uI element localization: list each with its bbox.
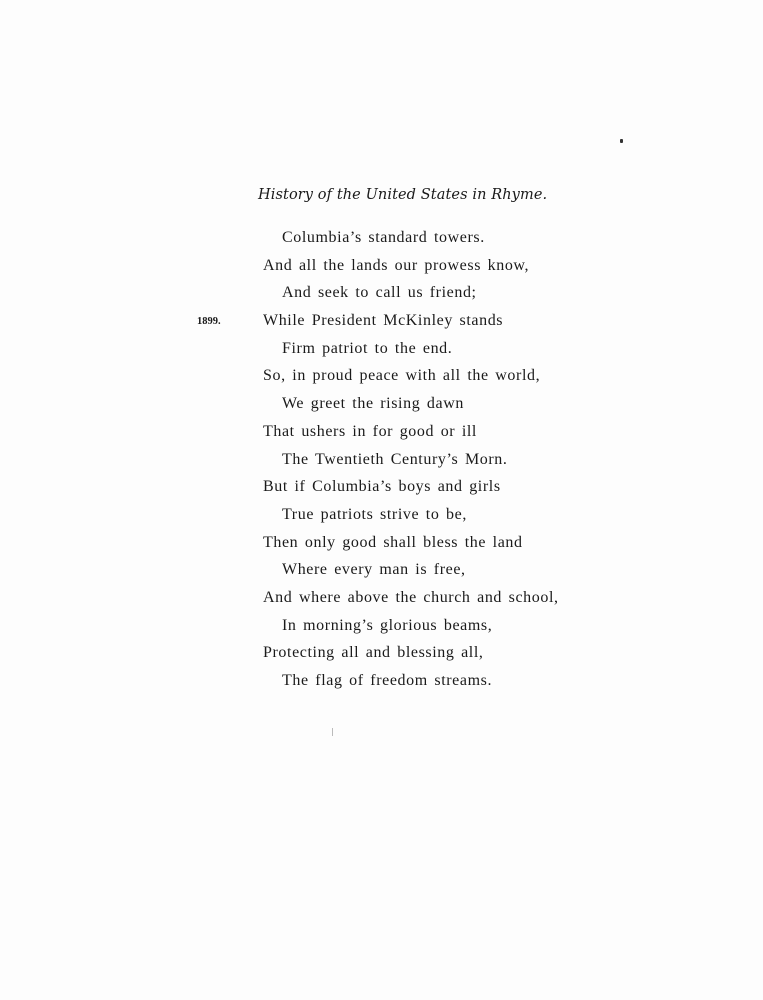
poem-line: So, in proud peace with all the world,: [263, 367, 541, 385]
poem-line: Protecting all and blessing all,: [263, 644, 484, 662]
poem-line: And seek to call us friend;: [282, 284, 477, 302]
poem-line: Where every man is free,: [282, 561, 466, 579]
poem-line: In morning’s glorious beams,: [282, 616, 493, 634]
poem-line: We greet the rising dawn: [282, 395, 464, 413]
ink-speck: [620, 139, 623, 143]
poem-line: The flag of freedom streams.: [282, 672, 493, 689]
poem-line: But if Columbia’s boys and girls: [263, 478, 501, 496]
poem-line-with-margin-note: [197, 307, 663, 335]
poem-line: That ushers in for good or ill: [263, 422, 477, 440]
margin-date: 1899.: [197, 316, 221, 328]
running-header: History of the United States in Rhyme.: [258, 187, 548, 203]
poem-line: Columbia’s standard towers.: [282, 229, 485, 246]
poem-line: True patriots strive to be,: [282, 505, 467, 523]
poem-line: Then only good shall bless the land: [263, 533, 523, 551]
poem-line-text: While President McKinley stands: [263, 312, 504, 330]
poem-line: The Twentieth Century’s Morn.: [282, 450, 508, 468]
poem-line: Firm patriot to the end.: [282, 339, 453, 357]
poem-text: [197, 224, 663, 695]
paper-mark: [332, 728, 333, 736]
poem-line: And all the lands our prowess know,: [263, 256, 530, 274]
poem-line: And where above the church and school,: [263, 588, 559, 606]
